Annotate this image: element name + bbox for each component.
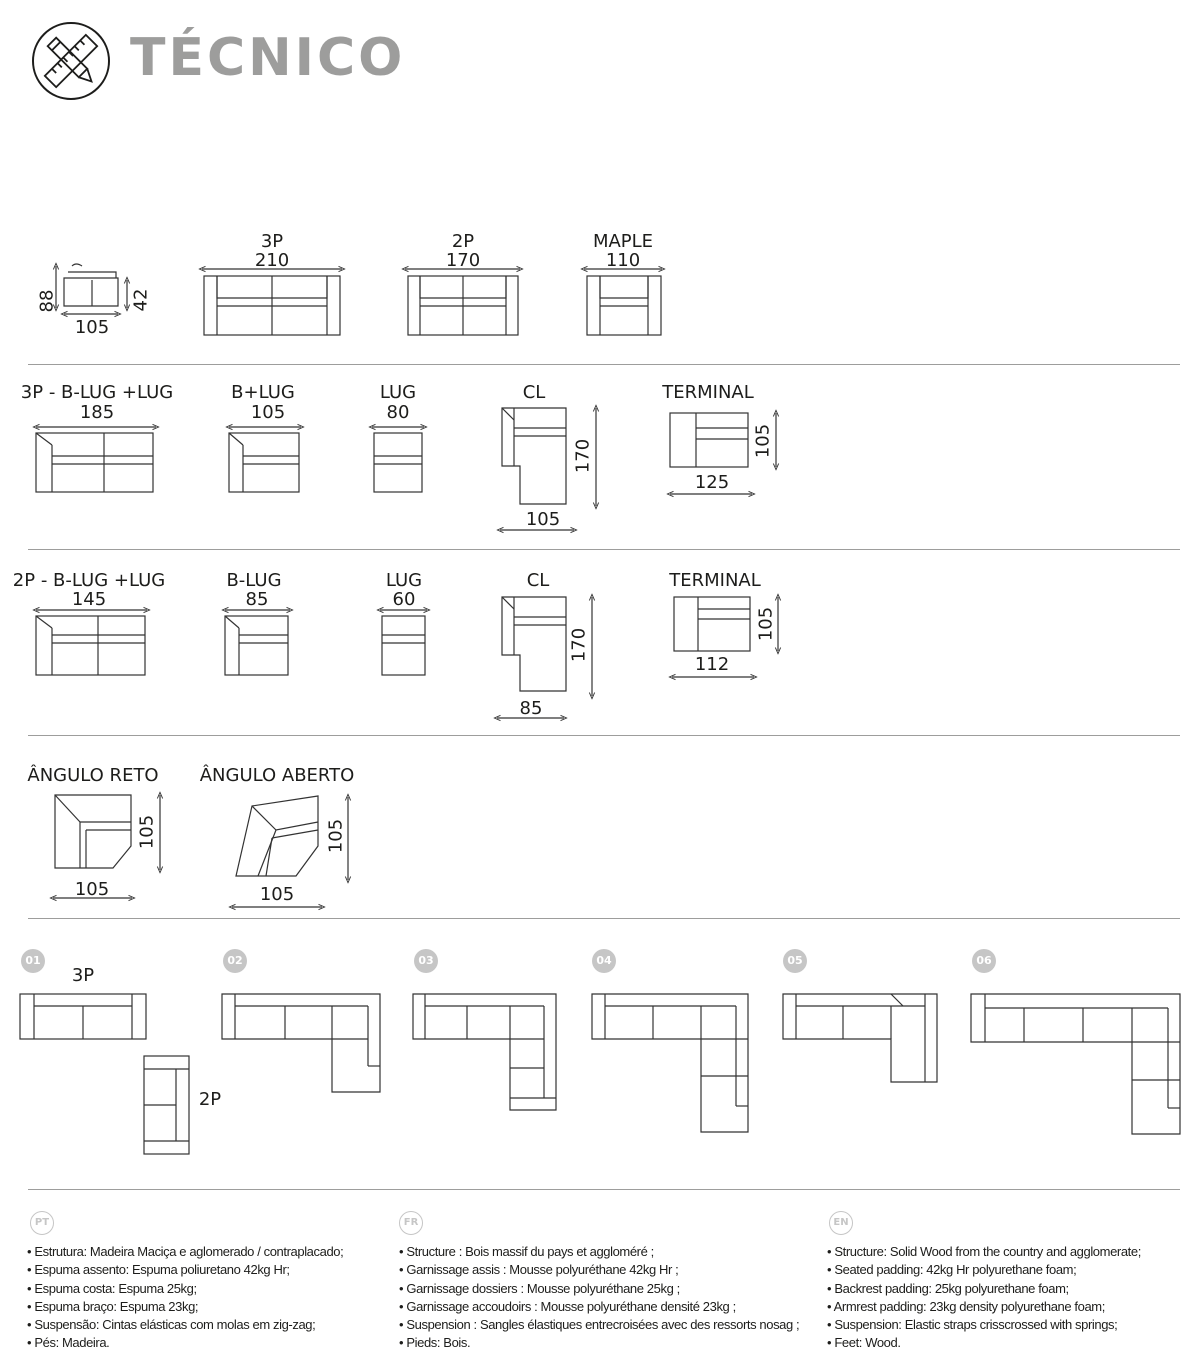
composition-badge-05: 05: [783, 949, 807, 973]
specs-en: [827, 1243, 1141, 1353]
maple-drawing: [584, 269, 662, 335]
lug-drawing: [372, 427, 424, 492]
spec-line: • Suspension : Sangles élastiques entrecroisées avec des ressorts nosag ;: [399, 1317, 800, 1333]
spec-line: • Espuma costa: Espuma 25kg;: [27, 1280, 197, 1296]
item-3p-blug-lug-width: 185: [79, 402, 115, 423]
composition-03-drawing: [413, 994, 556, 1110]
spec-line: • Suspensão: Cintas elásticas com molas em zig-zag;: [27, 1317, 316, 1333]
item-angulo-reto-width: 105: [74, 879, 110, 900]
spec-line: • Structure: Solid Wood from the country and agglomerate;: [827, 1244, 1141, 1259]
item-angulo-reto-depth: 105: [136, 814, 158, 850]
side-depth-label: 105: [74, 317, 110, 338]
side-seat-height-label: 42: [130, 288, 152, 312]
item-2p-width: 170: [445, 250, 481, 271]
composition-badge-01: 01: [21, 949, 45, 973]
pencil-ruler-icon: [33, 23, 109, 99]
sofa-3p-drawing: [202, 269, 342, 335]
divider: [28, 1189, 1180, 1190]
composition-badge-06: 06: [972, 949, 996, 973]
item-angulo-aberto-name: ÂNGULO ABERTO: [199, 765, 355, 786]
composition-badge-04: 04: [592, 949, 616, 973]
item-cl-name: CL: [522, 382, 546, 403]
spec-line: • Seated padding: 42kg Hr polyurethane foam;: [827, 1262, 1077, 1278]
item-3p-name: 3P: [260, 231, 284, 252]
item-cl-small-width: 85: [519, 698, 543, 719]
sofa-2p-blug-lug-drawing: [36, 610, 147, 675]
spec-line: • Suspension: Elastic straps crisscrossed with springs;: [827, 1317, 1118, 1333]
item-cl-small-name: CL: [526, 570, 550, 591]
spec-line: • Structure : Bois massif du pays et aggloméré ;: [399, 1244, 654, 1259]
page-title: TÉCNICO: [130, 28, 406, 88]
item-maple-name: MAPLE: [592, 231, 654, 252]
divider: [28, 549, 1180, 550]
side-height-label: 88: [36, 289, 58, 313]
composition-04-drawing: [592, 994, 748, 1132]
divider: [28, 735, 1180, 736]
composition-01-drawing: [20, 994, 189, 1154]
item-lug-width: 80: [386, 402, 410, 423]
item-b-lug-name: B+LUG: [231, 382, 295, 403]
lang-badge-en: EN: [829, 1211, 853, 1235]
item-cl-depth: 170: [572, 438, 594, 474]
spec-line: • Armrest padding: 23kg density polyurethane foam;: [827, 1298, 1105, 1314]
lug-small-drawing: [380, 610, 427, 675]
spec-line: • Pés: Madeira.: [27, 1335, 110, 1351]
spec-line: • Garnissage dossiers : Mousse polyuréthane 25kg ;: [399, 1280, 680, 1296]
specs-fr: [399, 1243, 799, 1353]
composition-badge-02: 02: [223, 949, 247, 973]
item-cl-width: 105: [525, 509, 561, 530]
sofa-3p-blug-lug-drawing: [36, 427, 156, 492]
spec-line: • Estrutura: Madeira Maciça e aglomerado / contraplacado;: [27, 1244, 344, 1259]
composition-badge-03: 03: [414, 949, 438, 973]
item-b-lug-width: 105: [250, 402, 286, 423]
item-terminal-width: 125: [694, 472, 730, 493]
item-3p-blug-lug-name: 3P - B-LUG +LUG: [20, 382, 174, 403]
item-b-lug-small-width: 85: [245, 589, 269, 610]
spec-line: • Garnissage accoudoirs : Mousse polyuréthane densité 23kg ;: [399, 1298, 736, 1314]
spec-line: • Backrest padding: 25kg polyurethane foam;: [827, 1280, 1069, 1296]
item-terminal-small-depth: 105: [755, 606, 777, 642]
item-lug-small-width: 60: [392, 589, 416, 610]
composition-02-drawing: [222, 994, 380, 1092]
item-angulo-reto-name: ÂNGULO RETO: [27, 765, 159, 786]
spec-line: • Espuma assento: Espuma poliuretano 42kg Hr;: [27, 1262, 290, 1278]
specs-pt: [27, 1243, 343, 1353]
item-2p-blug-lug-name: 2P - B-LUG +LUG: [12, 570, 166, 591]
divider: [28, 364, 1180, 365]
item-angulo-aberto-width: 105: [259, 884, 295, 905]
spec-line: • Espuma braço: Espuma 23kg;: [27, 1298, 199, 1314]
b-lug-drawing: [229, 427, 301, 492]
divider: [28, 918, 1180, 919]
item-b-lug-small-name: B-LUG: [226, 570, 282, 591]
item-lug-name: LUG: [379, 382, 417, 403]
spec-line: • Garnissage assis : Mousse polyuréthane 42kg Hr ;: [399, 1262, 679, 1278]
item-terminal-small-name: TERMINAL: [669, 570, 761, 591]
item-2p-name: 2P: [451, 231, 475, 252]
spec-line: • Pieds: Bois.: [399, 1335, 471, 1351]
composition-3p-label: 3P: [71, 965, 95, 986]
composition-06-drawing: [971, 994, 1180, 1134]
item-terminal-depth: 105: [752, 423, 774, 459]
composition-2p-label: 2P: [198, 1089, 222, 1110]
item-cl-small-depth: 170: [568, 627, 590, 663]
item-angulo-aberto-depth: 105: [325, 818, 347, 854]
sofa-2p-drawing: [405, 269, 520, 335]
item-terminal-small-width: 112: [694, 654, 730, 675]
item-lug-small-name: LUG: [385, 570, 423, 591]
item-3p-width: 210: [254, 250, 290, 271]
side-view-drawing: [56, 264, 127, 314]
lang-badge-pt: PT: [30, 1211, 54, 1235]
composition-05-drawing: [783, 994, 937, 1082]
item-2p-blug-lug-width: 145: [71, 589, 107, 610]
spec-line: • Feet: Wood.: [827, 1335, 901, 1351]
b-lug-small-drawing: [225, 610, 290, 675]
lang-badge-fr: FR: [399, 1211, 423, 1235]
item-terminal-name: TERMINAL: [662, 382, 754, 403]
item-maple-width: 110: [605, 250, 641, 271]
